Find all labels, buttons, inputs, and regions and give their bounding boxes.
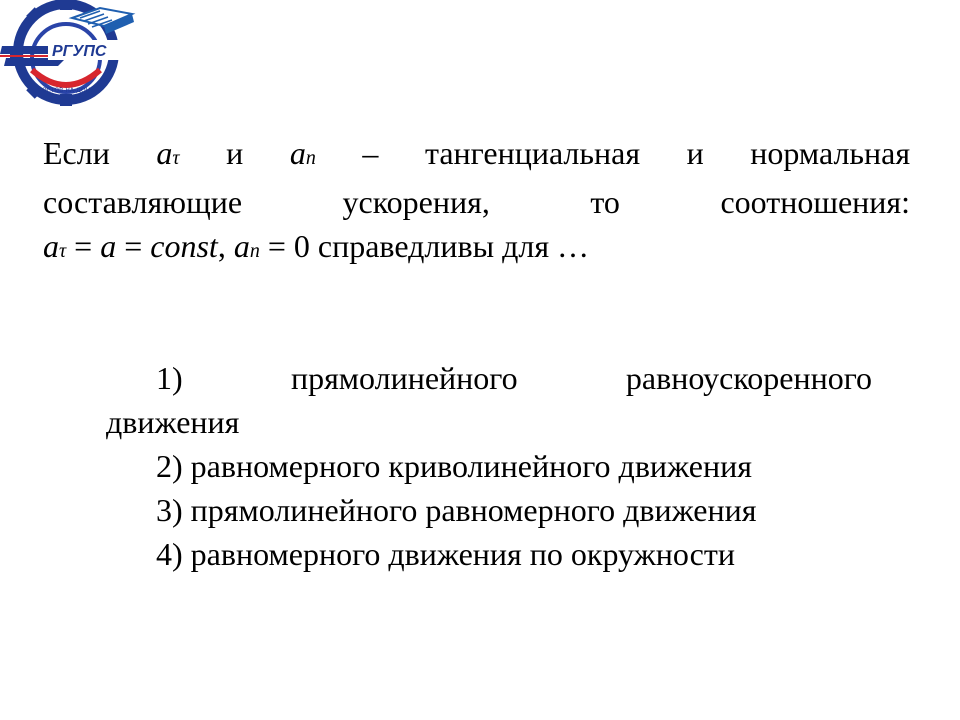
question-line-2: [43, 180, 910, 224]
comma: ,: [217, 228, 234, 264]
symbol-a: a: [100, 228, 117, 264]
subscript-n: n: [249, 240, 260, 262]
question-word: и: [179, 135, 244, 171]
subscript-tau: τ: [59, 240, 67, 262]
option-word: прямолинейного: [290, 360, 518, 396]
question-word: составляющие: [43, 184, 243, 220]
answer-option-1-continuation[interactable]: движения: [106, 404, 240, 440]
logo-title: РГУПС: [52, 43, 107, 60]
answer-option-3[interactable]: 3) прямолинейного равномерного движения: [156, 492, 757, 528]
answer-options: [106, 356, 872, 576]
question-word: Если: [43, 135, 157, 171]
question-word: –: [362, 135, 379, 171]
symbol-a: a: [289, 135, 306, 171]
question-word: соотношения:: [720, 184, 911, 220]
option-word: равноускоренного: [625, 360, 873, 396]
question-text: [43, 131, 910, 273]
equals-sign: =: [116, 228, 151, 264]
subscript-tau: τ: [172, 147, 180, 169]
question-word: ускорения,: [342, 184, 490, 220]
question-tail: = 0 справедливы для …: [259, 228, 590, 264]
option-number: 1): [156, 360, 183, 396]
university-logo: [0, 0, 140, 110]
symbol-an: [290, 135, 316, 171]
symbol-a: a: [43, 228, 59, 264]
question-line-1: [43, 131, 910, 180]
question-word: тангенциальная: [424, 135, 641, 171]
answer-option-1[interactable]: [106, 356, 872, 400]
equals-sign: =: [66, 228, 101, 264]
question-word: и: [686, 135, 704, 171]
subscript-n: n: [305, 147, 316, 169]
question-word: то: [590, 184, 620, 220]
logo-caption: РОСТОВ-НА-ДОНУ: [38, 87, 94, 94]
symbol-a: a: [156, 135, 173, 171]
answer-option-4[interactable]: 4) равномерного движения по окружности: [156, 536, 735, 572]
question-word: нормальная: [750, 135, 911, 171]
symbol-a: a: [233, 228, 250, 264]
const-word: const: [150, 228, 218, 264]
answer-option-2[interactable]: 2) равномерного криволинейного движения: [156, 448, 752, 484]
question-line-3: [43, 224, 910, 273]
